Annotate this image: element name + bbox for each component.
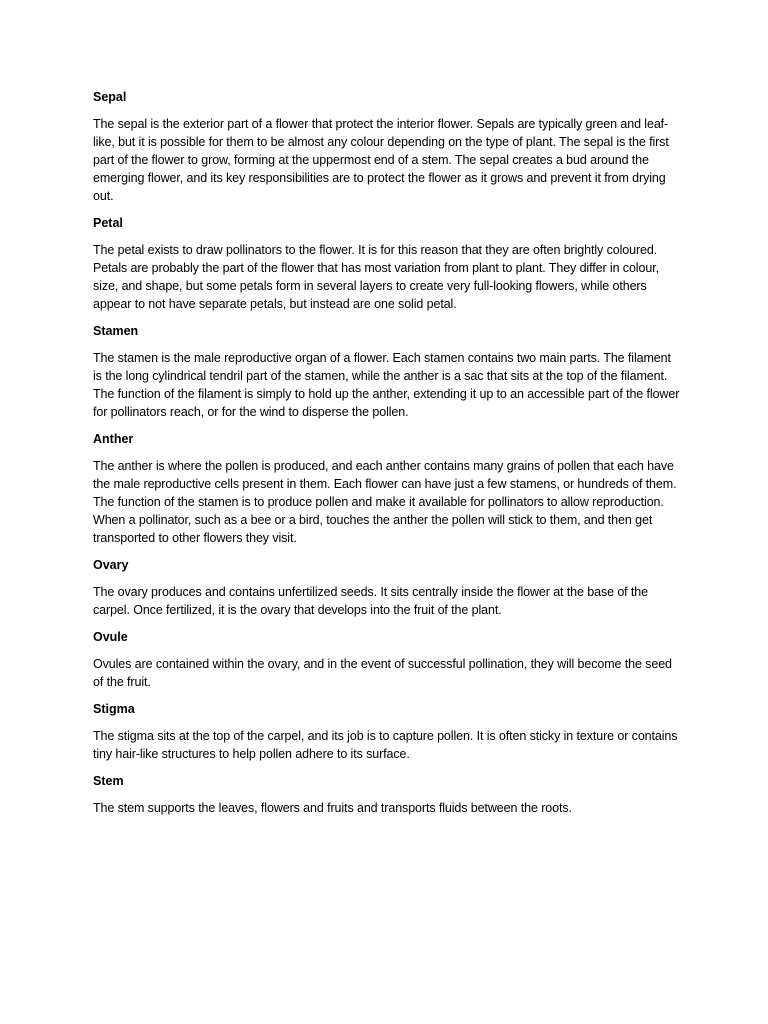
section-sepal [93,88,683,205]
section-heading: Stigma [93,702,135,716]
section-body: The stigma sits at the top of the carpel, and its job is to capture pollen. It is often sticky in texture or contains tiny hair-like structures to help pollen adhere to its surface. [93,729,678,761]
section-body: The petal exists to draw pollinators to the flower. It is for this reason that they are often brightly coloured. Petals are probably the part of the flower that has most variation from plant to plant. They differ in colour, size, and shape, but some petals form in several layers to create very full-looking flowers, while others appear to not have separate petals, but instead are one solid petal. [93,243,659,311]
section-ovary [93,556,683,619]
section-body: The stamen is the male reproductive organ of a flower. Each stamen contains two main parts. The filament is the long cylindrical tendril part of the stamen, while the anther is a sac that sits at the top of the filament. The function of the filament is simply to hold up the anther, extending it up to an accessible part of the flower for pollinators reach, or for the wind to disperse the pollen. [93,351,680,419]
section-heading: Anther [93,432,134,446]
section-petal [93,214,683,313]
section-body: The ovary produces and contains unfertilized seeds. It sits centrally inside the flower at the base of the carpel. Once fertilized, it is the ovary that develops into the fruit of the plant. [93,585,648,617]
section-ovule [93,628,683,691]
section-stamen [93,322,683,421]
section-stigma [93,700,683,763]
section-anther [93,430,683,547]
section-heading: Ovary [93,558,129,572]
section-body: Ovules are contained within the ovary, and in the event of successful pollination, they will become the seed of the fruit. [93,657,672,689]
section-body: The sepal is the exterior part of a flower that protect the interior flower. Sepals are typically green and leaf-like, but it is possible for them to be almost any colour depending on the type of plant. The sepal is the first part of the flower to grow, forming at the uppermost end of a stem. The sepal creates a bud around the emerging flower, and its key responsibilities are to protect the flower as it grows and prevent it from drying out. [93,117,669,203]
section-body: The stem supports the leaves, flowers and fruits and transports fluids between the roots. [93,801,572,815]
section-stem [93,772,683,817]
section-heading: Stem [93,774,124,788]
section-heading: Petal [93,216,123,230]
document-page [93,88,683,826]
section-body: The anther is where the pollen is produced, and each anther contains many grains of pollen that each have the male reproductive cells present in them. Each flower can have just a few stamens, or hundreds of them. The function of the stamen is to produce pollen and make it available for pollinators to allow reproduction. When a pollinator, such as a bee or a bird, touches the anther the pollen will stick to them, and then get transported to other flowers they visit. [93,459,677,545]
section-heading: Ovule [93,630,128,644]
section-heading: Sepal [93,90,127,104]
section-heading: Stamen [93,324,139,338]
